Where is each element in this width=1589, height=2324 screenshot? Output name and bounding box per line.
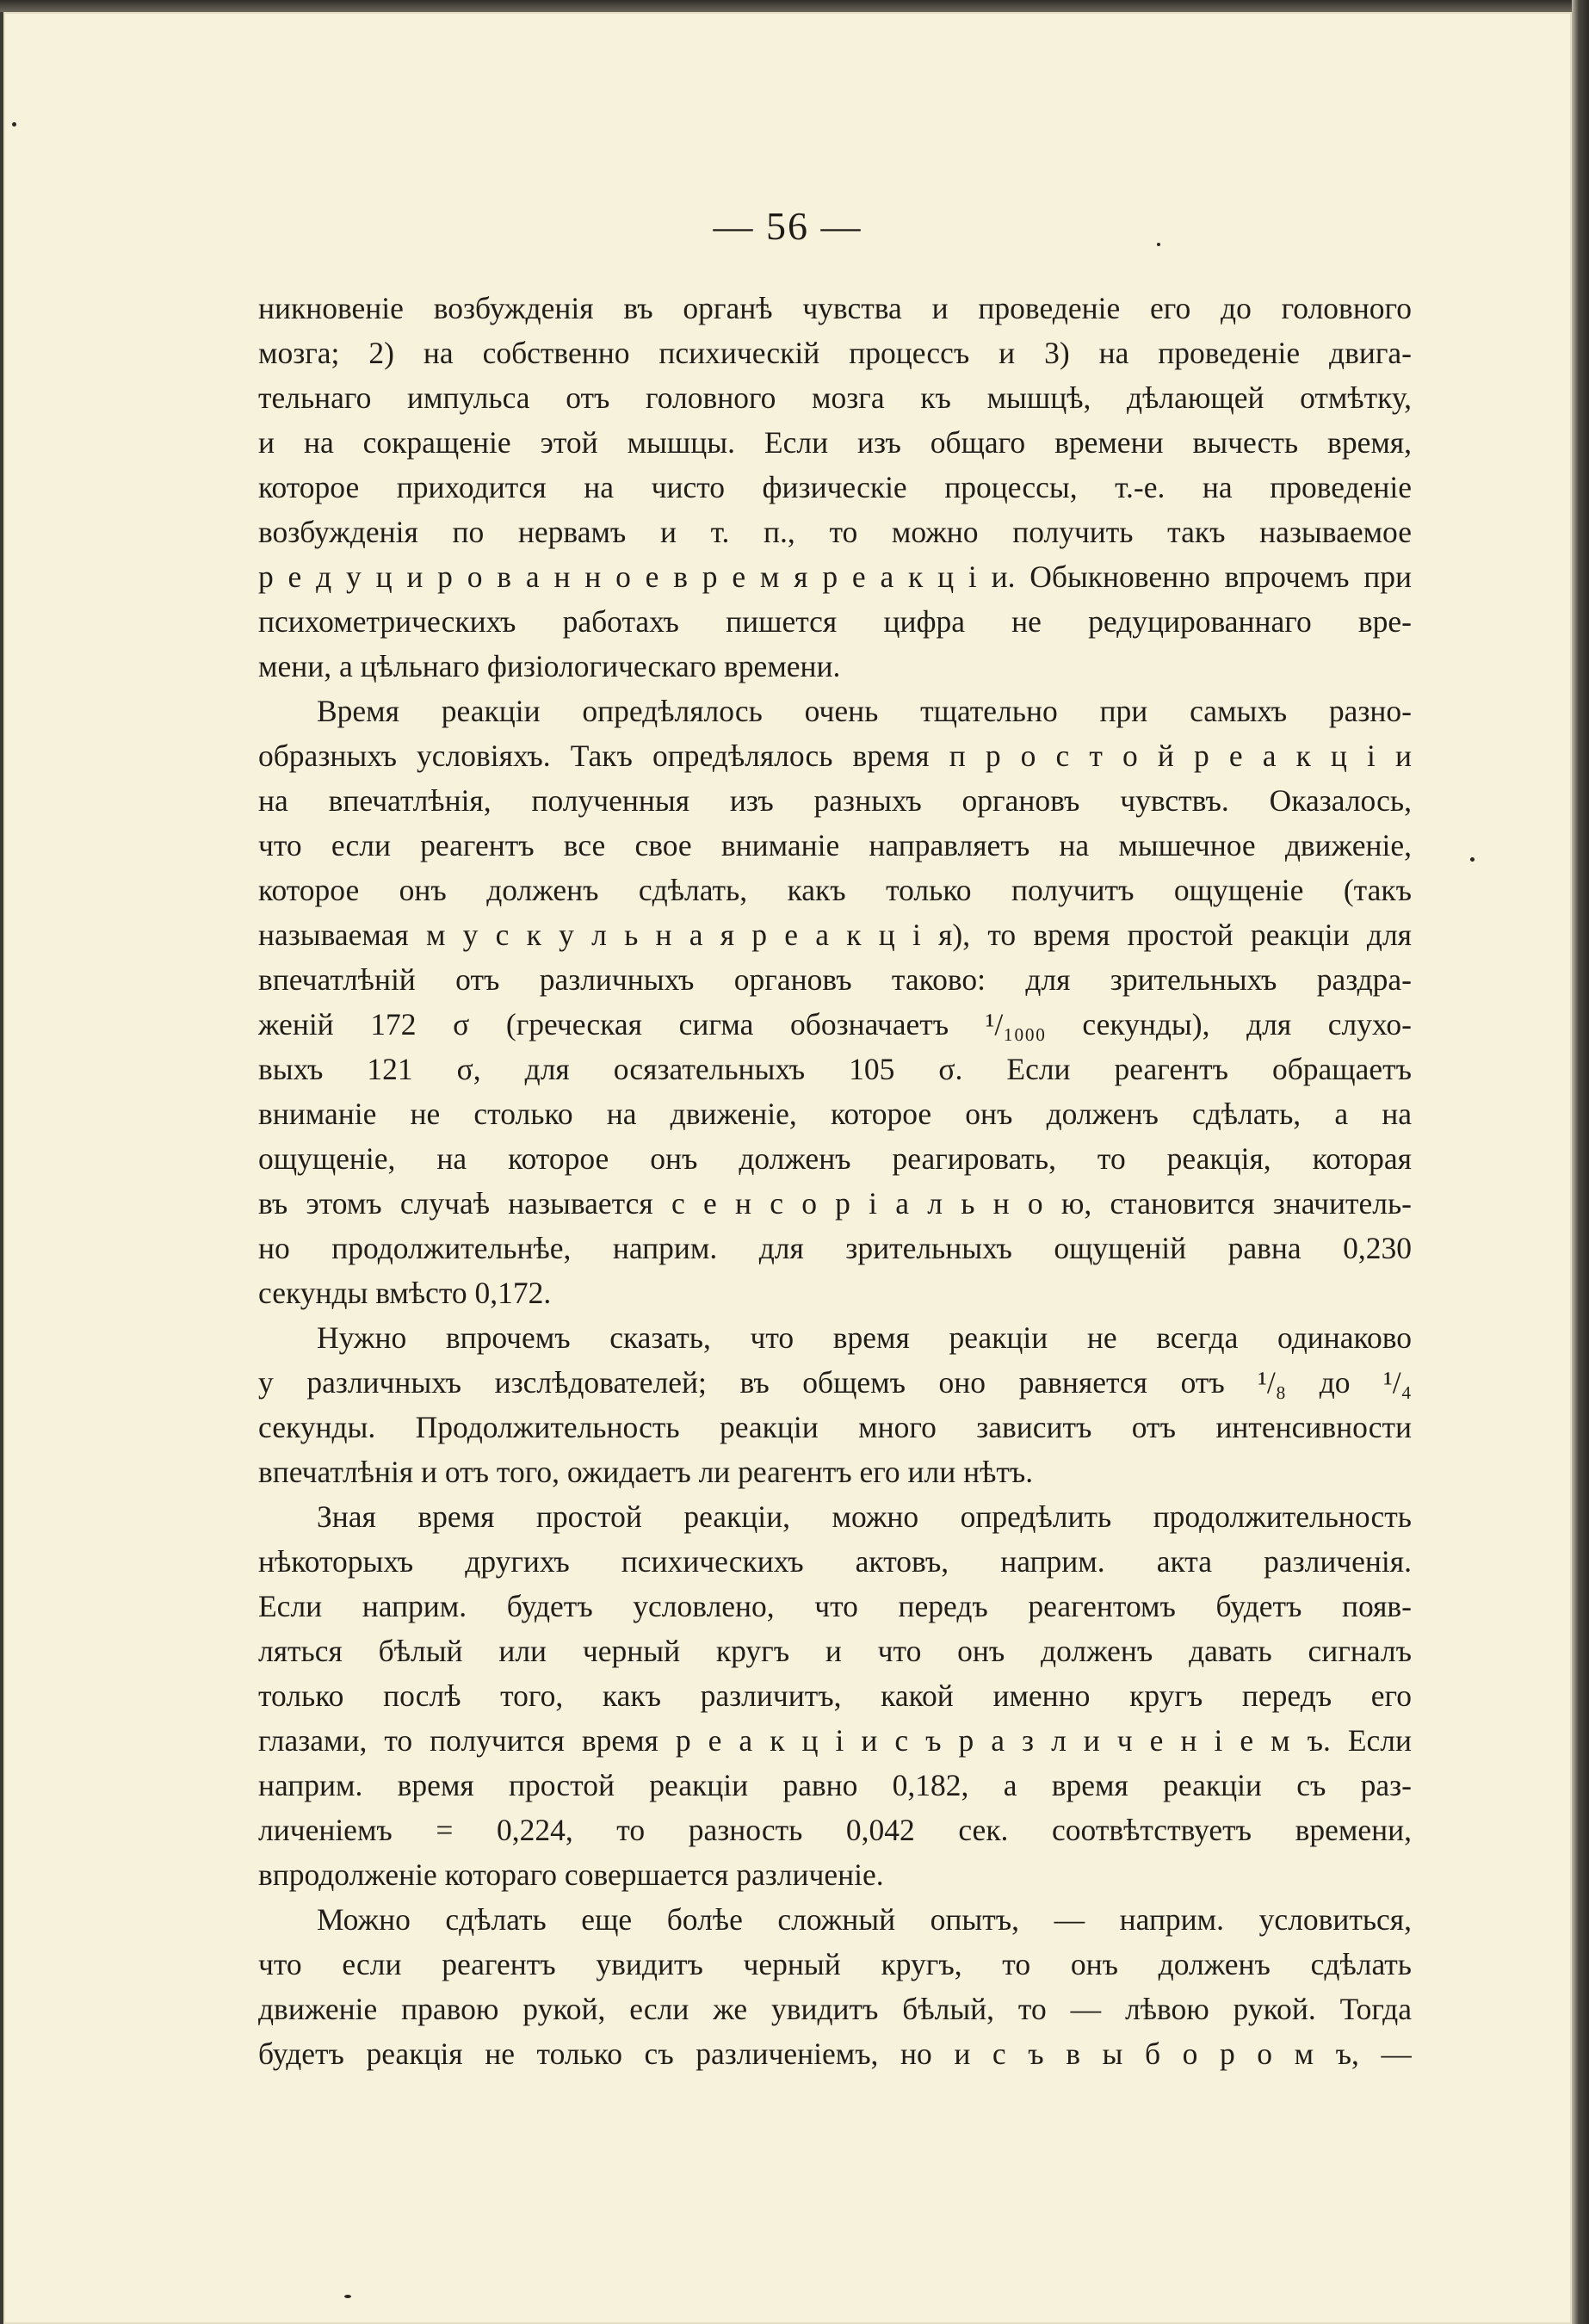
text-line: нѣкоторыхъ другихъ психическихъ актовъ, наприм. акта различенія. — [258, 1544, 1412, 1579]
ink-speck — [344, 2295, 351, 2298]
body-text — [258, 286, 1412, 2076]
text-line: Если наприм. будетъ условлено, что передъ реагентомъ будетъ появ- — [258, 1589, 1412, 1623]
page-number: — 56 — — [713, 204, 863, 248]
page-binding-edge — [1572, 0, 1589, 2324]
text-line: Время реакціи опредѣлялось очень тщательно при самыхъ разно- — [317, 694, 1412, 728]
text-line: движеніе правою рукой, если же увидитъ бѣлый, то — лѣвою рукой. Тогда — [258, 1992, 1412, 2026]
text-line: будетъ реакція не только съ различеніемъ, но и с ъ в ы б о р о м ъ, — — [258, 2037, 1412, 2071]
text-line: что если реагентъ увидитъ черный кругъ, то онъ долженъ сдѣлать — [258, 1947, 1412, 1981]
text-line: тельнаго импульса отъ головного мозга къ мышцѣ, дѣлающей отмѣтку, — [258, 380, 1412, 415]
text-line: называемая м у с к у л ь н а я р е а к ц і я), то время простой реакціи для — [258, 918, 1412, 952]
text-line: вниманіе не столько на движеніе, которое онъ долженъ сдѣлать, а на — [258, 1097, 1412, 1131]
text-line: впродолженіе котораго совершается различеніе. — [258, 1857, 884, 1892]
text-line: ляться бѣлый или черный кругъ и что онъ долженъ давать сигналъ — [258, 1634, 1412, 1668]
text-line: что если реагентъ все свое вниманіе направляетъ на мышечное движеніе, — [258, 828, 1412, 862]
text-line: Можно сдѣлать еще болѣе сложный опытъ, — наприм. условиться, — [317, 1902, 1412, 1937]
text-line: у различныхъ изслѣдователей; въ общемъ оно равняется отъ ¹/₈ до ¹/₄ — [258, 1365, 1412, 1400]
ink-speck — [1157, 243, 1160, 246]
text-line: наприм. время простой реакціи равно 0,182, а время реакціи съ раз- — [258, 1768, 1412, 1802]
text-line: образныхъ условіяхъ. Такъ опредѣлялось время п р о с т о й р е а к ц і и — [258, 739, 1412, 773]
text-line: р е д у ц и р о в а н н о е в р е м я р е а к ц і и. Обыкновенно впрочемъ при — [258, 559, 1412, 594]
text-line: на впечатлѣнія, полученныя изъ разныхъ органовъ чувствъ. Оказалось, — [258, 783, 1412, 818]
text-line: личеніемъ = 0,224, то разность 0,042 сек. соотвѣтствуетъ времени, — [258, 1813, 1412, 1847]
text-line: но продолжительнѣе, наприм. для зрительныхъ ощущеній равна 0,230 — [258, 1231, 1412, 1265]
text-line: впечатлѣній отъ различныхъ органовъ таково: для зрительныхъ раздра- — [258, 962, 1412, 997]
text-line: которое онъ долженъ сдѣлать, какъ только получитъ ощущеніе (такъ — [258, 873, 1412, 907]
book-page — [3, 12, 1572, 2324]
ink-speck — [12, 122, 16, 127]
text-line: ощущеніе, на которое онъ долженъ реагировать, то реакція, которая — [258, 1141, 1412, 1176]
text-line: секунды вмѣсто 0,172. — [258, 1276, 552, 1310]
text-line: въ этомъ случаѣ называется с е н с о р і а л ь н о ю, становится значитель- — [258, 1186, 1412, 1221]
page-top-edge — [0, 0, 1589, 12]
text-line: мени, а цѣльнаго физіологическаго времени. — [258, 649, 841, 683]
text-line: и на сокращеніе этой мышцы. Если изъ общаго времени вычесть время, — [258, 425, 1412, 460]
text-line: мозга; 2) на собственно психическій процессъ и 3) на проведеніе двига- — [258, 336, 1412, 370]
text-line: Зная время простой реакціи, можно опредѣлить продолжительность — [317, 1499, 1412, 1534]
text-line: выхъ 121 σ, для осязательныхъ 105 σ. Если реагентъ обращаетъ — [258, 1052, 1412, 1086]
ink-speck — [1470, 857, 1475, 862]
text-line: глазами, то получится время р е а к ц і и с ъ р а з л и ч е н і е м ъ. Если — [258, 1723, 1412, 1758]
text-line: возбужденія по нервамъ и т. п., то можно получить такъ называемое — [258, 515, 1412, 549]
text-line: никновеніе возбужденія въ органѣ чувства и проведеніе его до головного — [258, 291, 1412, 325]
text-line: Нужно впрочемъ сказать, что время реакціи не всегда одинаково — [317, 1320, 1412, 1355]
text-line: женій 172 σ (греческая сигма обозначаетъ ¹/₁₀₀₀ секунды), для слухо- — [258, 1007, 1412, 1041]
text-line: впечатлѣнія и отъ того, ожидаетъ ли реагентъ его или нѣтъ. — [258, 1455, 1034, 1489]
text-line: которое приходится на чисто физическіе процессы, т.-е. на проведеніе — [258, 470, 1412, 504]
text-line: секунды. Продолжительность реакціи много зависитъ отъ интенсивности — [258, 1410, 1412, 1444]
text-line: только послѣ того, какъ различитъ, какой именно кругъ передъ его — [258, 1678, 1412, 1713]
text-line: психометрическихъ работахъ пишется цифра не редуцированнаго вре- — [258, 604, 1412, 639]
